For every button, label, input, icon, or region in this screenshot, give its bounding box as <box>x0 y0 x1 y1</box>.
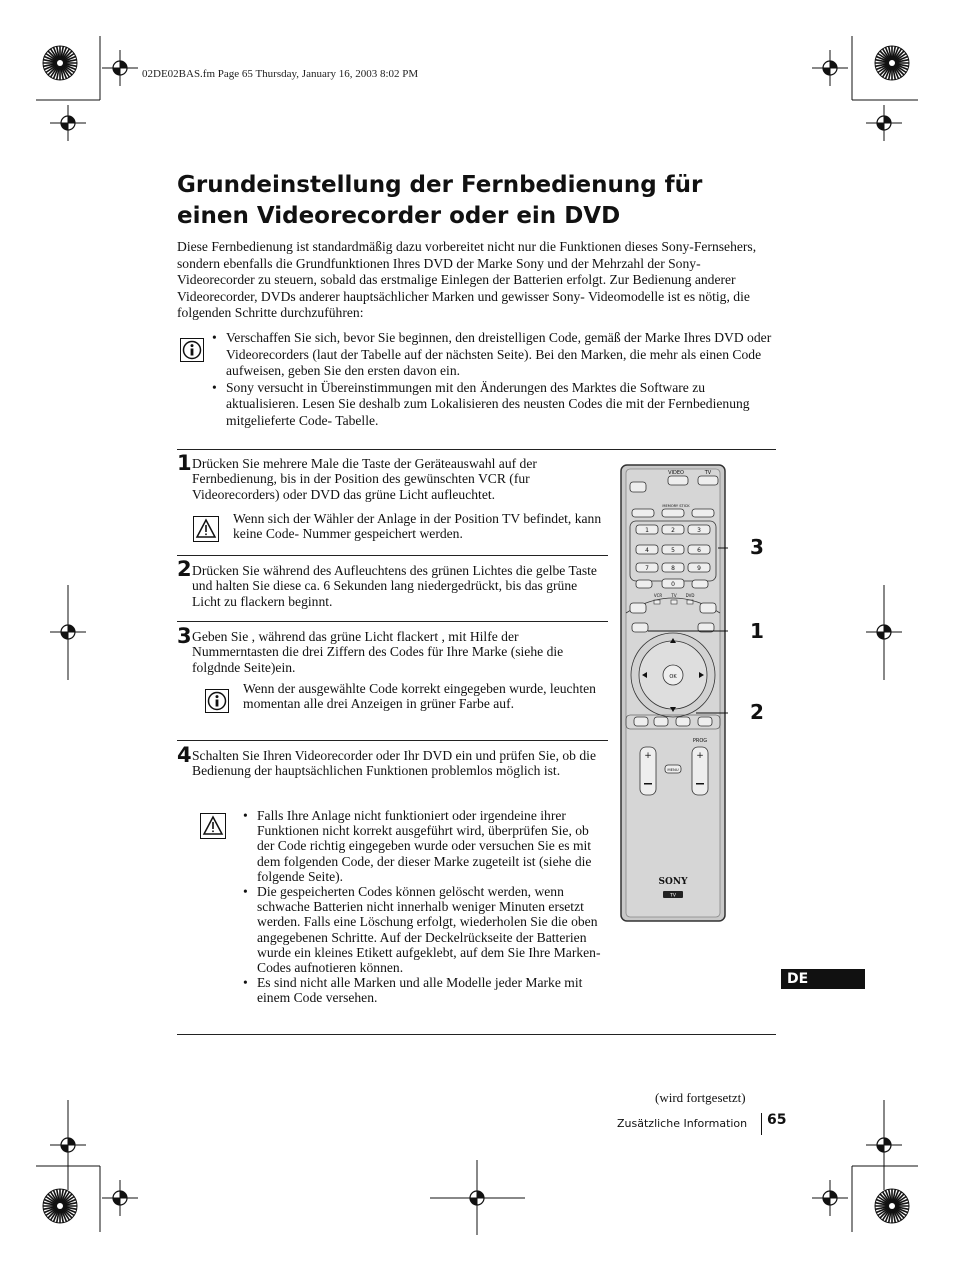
info-icon <box>180 338 204 362</box>
remote-ok-label: OK <box>669 674 677 680</box>
remote-key: 2 <box>671 527 675 534</box>
file-info: 02DE02BAS.fm Page 65 Thursday, January 16, 2003 8:02 PM <box>142 68 419 80</box>
remote-label-memory-stick: MEMORY STICK <box>662 504 690 508</box>
remote-label-dvd: DVD <box>685 593 695 598</box>
language-tab: DE <box>781 969 865 989</box>
list-item: • Verschaffen Sie sich, bevor Sie beginnen, den dreistelligen Code, gemäß der Marke Ihres DVD oder Videorecorders (laut der Tabelle auf der nächsten Seite). Bei den Marken, die mehr als einen Code aufweisen, geben Sie den ersten davon ein. <box>210 330 776 380</box>
section-name: Zusätzliche Information <box>617 1117 748 1130</box>
warning-icon <box>200 813 226 844</box>
intro-paragraph: Diese Fernbedienung ist standardmäßig dazu vorbereitet nicht nur die Funktionen dieses Sony-Fernsehers, sondern ebenfalls die Grundfunktionen Ihres DVD der Marke Sony und der Mehrzahl der Sony- Videorecorder zu steuern, sobald das erstmalige Einlegen der Batterien erfolgt. Zur Bedienung anderer Videorecorder, DVDs anderer hauptsächlicher Marken und gewisser Sony- Videomodelle ist es nötig, die folgenden Schritte durchzuführen: <box>177 239 757 321</box>
page-title <box>177 170 777 232</box>
step-number: 2 <box>177 557 192 581</box>
step-note: Wenn der ausgewählte Code korrekt eingegeben wurde, leuchten momentan alle drei Anzeigen in grüner Farbe auf. <box>243 681 596 712</box>
remote-brand: SONY <box>658 877 688 887</box>
list-item: • Falls Ihre Anlage nicht funktioniert oder irgendeine ihrer Funktionen nicht korrekt ausgeführt wird, überprüfen Sie, ob der Code richtig eingegeben wurde oder versuchen Sie es mit dem folgenden Code, der dieser Marke zugeteilt ist (siehe die folgende Seite). <box>241 808 608 884</box>
step-number: 4 <box>177 743 192 767</box>
callout-number: 1 <box>750 619 764 643</box>
info-icon <box>205 689 229 713</box>
remote-label-prog: PROG <box>692 738 708 744</box>
step-text: Drücken Sie mehrere Male die Taste der Geräteauswahl auf der Fernbedienung, bis in der Position des gewünschten VCR (fur Videorecorders) oder DVD das grüne Licht aufleuchtet. <box>192 456 537 502</box>
remote-label-tv: TV <box>671 593 677 598</box>
footer-divider <box>761 1113 762 1135</box>
remote-brand-sub: TV <box>670 893 676 899</box>
step-note: Wenn sich der Wähler der Anlage in der Position TV befindet, kann keine Code- Nummer gespeichert werden. <box>233 511 602 542</box>
remote-key: 4 <box>645 547 649 554</box>
remote-label-video: VIDEO <box>668 470 684 476</box>
continued-note: (wird fortgesetzt) <box>655 1090 746 1105</box>
warning-icon <box>193 516 219 547</box>
list-item: • Die gespeicherten Codes können gelöscht werden, wenn schwache Batterien nicht innerhalb weniger Minuten ersetzt werden. Falls eine Löschung erfolgt, wiederholen Sie die oben angegebenen Schritte. Auf der Deckelrückseite der Batterien wurde ein kleines Etikett aufgeklebt, auf dem Sie Ihre Marken- Codes aufnotieren können. <box>241 884 608 975</box>
svg-text:+: + <box>696 751 704 761</box>
remote-label-vcr: VCR <box>653 593 663 598</box>
divider <box>177 1034 776 1035</box>
remote-key: 1 <box>645 527 649 534</box>
remote-key: 3 <box>697 527 701 534</box>
step-text: Drücken Sie während des Aufleuchtens des grünen Lichtes die gelbe Taste und halten Sie diese ca. 6 Sekunden lang niedergedrückt, bis das grüne Licht zu flackern beginnt. <box>192 563 597 609</box>
remote-key: 6 <box>697 547 701 554</box>
page-number: 65 <box>767 1112 787 1128</box>
title-line: einen Videorecorder oder ein DVD <box>177 203 621 229</box>
list-item: • Es sind nicht alle Marken und alle Modelle jeder Marke mit einem Code versehen. <box>241 975 608 1005</box>
callout-number: 3 <box>750 535 764 559</box>
remote-key: 8 <box>671 565 675 572</box>
remote-key: 7 <box>645 565 649 572</box>
step-text: Geben Sie , während das grüne Licht flackert , mit Hilfe der Nummerntasten die drei Ziffern des Codes für Ihre Marke (siehe die folgdnde Seite)ein. <box>192 629 564 675</box>
info-bullets <box>210 330 776 430</box>
divider <box>177 449 776 450</box>
divider <box>177 555 608 556</box>
divider <box>177 621 608 622</box>
title-line: Grundeinstellung der Fernbedienung für <box>177 172 703 198</box>
remote-key: 9 <box>697 565 701 572</box>
remote-label-tv: TV <box>704 470 712 476</box>
remote-key: 5 <box>671 547 675 554</box>
step-number: 3 <box>177 624 192 648</box>
list-item: • Sony versucht in Übereinstimmungen mit den Änderungen des Marktes die Software zu aktualisieren. Lesen Sie deshalb zum Lokalisieren des neusten Codes die mit der Fernbedienung mitgelieferte Code- Tabelle. <box>210 380 776 430</box>
step-text: Schalten Sie Ihren Videorecorder oder Ihr DVD ein und prüfen Sie, ob die Bedienung der hauptsächlichen Funktionen problemlos möglich ist. <box>192 748 596 779</box>
step-number: 1 <box>177 451 192 475</box>
remote-key: 0 <box>671 581 675 588</box>
remote-menu-label: MENU <box>667 767 679 772</box>
remote-control-illustration <box>618 463 728 925</box>
divider <box>177 740 608 741</box>
callout-number: 2 <box>750 700 764 724</box>
svg-text:+: + <box>644 751 652 761</box>
step-bullets <box>241 808 608 1006</box>
